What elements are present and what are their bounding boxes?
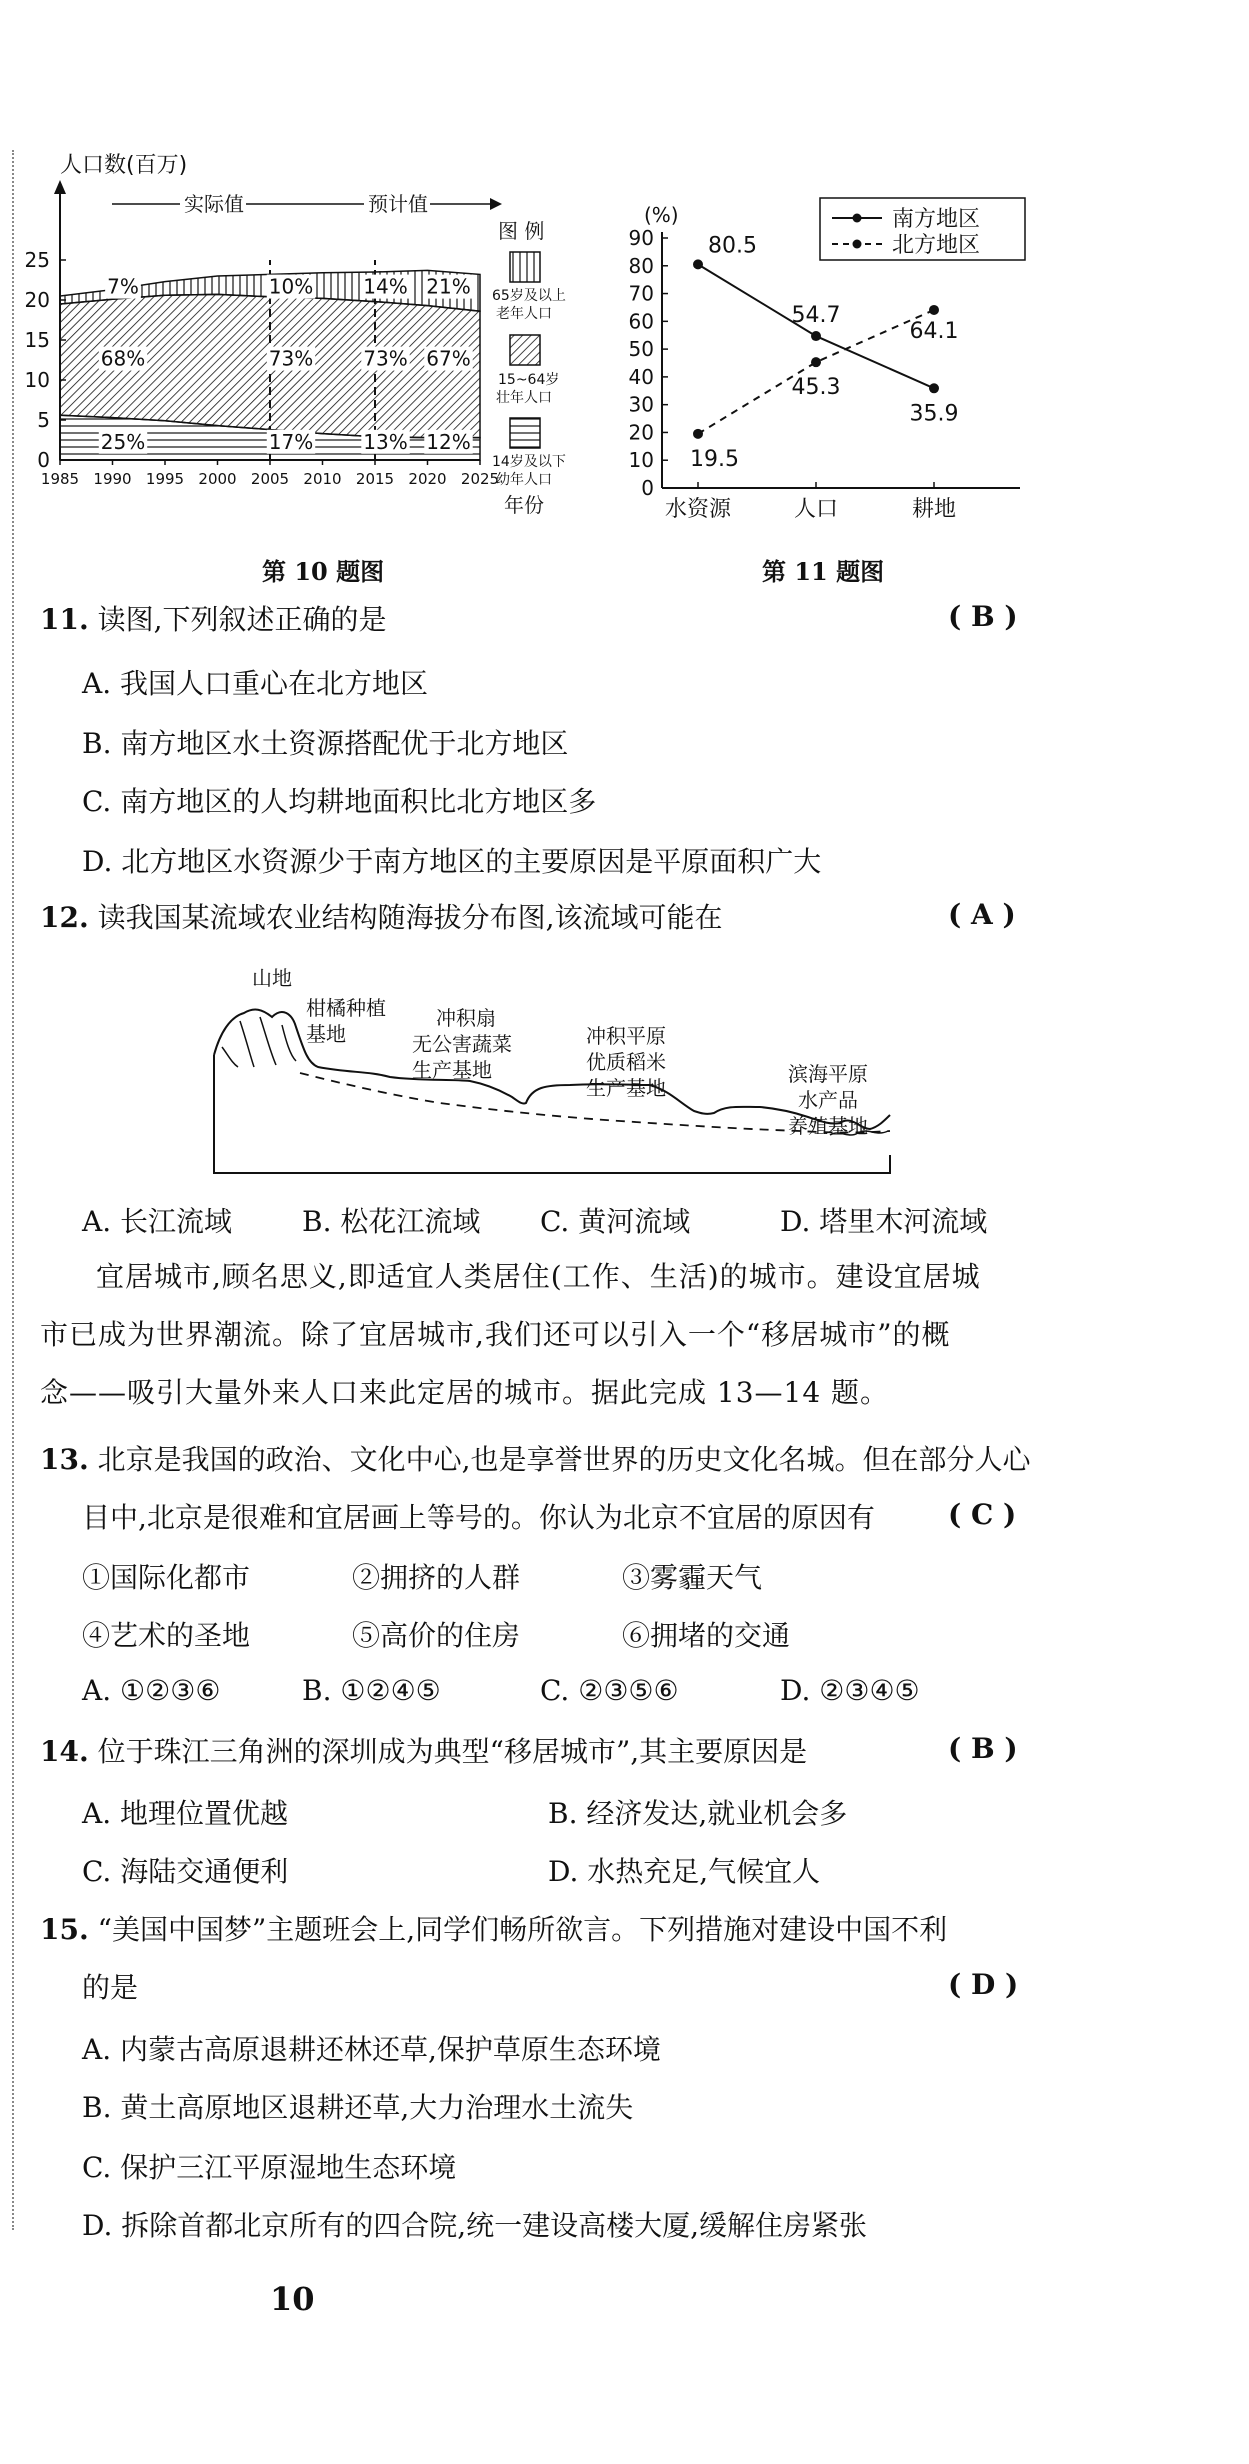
fig11-xtick-2: 耕地 [911, 497, 957, 522]
pct-old-3: 21% [426, 274, 471, 299]
watershed-profile-svg [200, 955, 920, 1185]
figure-11-caption: 第 11 题图 [762, 557, 885, 586]
q15-stem [40, 1910, 947, 1950]
q15-option-d: D. 拆除首都北京所有的四合院,统一建设高楼大厦,缓解住房紧张 [82, 2209, 868, 2242]
north-south-resource-chart [620, 190, 1030, 530]
fig10-legend [492, 219, 566, 517]
q13-item-5: ⑤高价的住房 [352, 1619, 521, 1652]
q13-answer: ( C ) [948, 1498, 1017, 1531]
q14-option-c: C. 海陆交通便利 [82, 1855, 289, 1888]
legend-swatch-old [510, 252, 540, 282]
q14-stem-text: 位于珠江三角洲的深圳成为典型“移居城市”,其主要原因是 [97, 1735, 808, 1768]
q13-item-6: ⑥拥堵的交通 [622, 1619, 791, 1652]
label-fan-1: 冲积扇 [436, 1006, 496, 1030]
legend-young-line1: 14岁及以下 [492, 454, 566, 470]
pct-young-1: 17% [268, 429, 314, 454]
series-0-label-2: 35.9 [909, 401, 959, 427]
label-coast-3: 养殖基地 [788, 1114, 868, 1138]
fig10-ytick-0: 0 [37, 448, 50, 472]
q11-number: 11. [40, 603, 89, 636]
passage-line-1: 宜居城市,顾名思义,即适宜人类居住(工作、生活)的城市。建设宜居城 [96, 1260, 981, 1293]
series-1-label-2: 64.1 [909, 318, 959, 344]
fig11-ytick-0: 0 [641, 476, 654, 500]
q12-option-d: D. 塔里木河流域 [780, 1205, 988, 1238]
q12-stem-text: 读我国某流域农业结构随海拔分布图,该流域可能在 [97, 901, 723, 934]
fig10-xtick-1990: 1990 [93, 470, 132, 488]
legend-old-line2: 老年人口 [496, 306, 552, 322]
label-citrus-1: 柑橘种植 [306, 996, 386, 1020]
q13-item-4: ④艺术的圣地 [82, 1619, 251, 1652]
fig11-xtick-1: 人口 [793, 497, 839, 522]
legend-young-line2: 幼年人口 [496, 472, 552, 488]
fig10-xtick-2000: 2000 [198, 470, 237, 488]
figure-10-caption: 第 10 题图 [262, 557, 385, 586]
fig10-ylabel: 人口数(百万) [60, 153, 188, 178]
passage-line-3: 念——吸引大量外来人口来此定居的城市。据此完成 13—14 题。 [40, 1376, 890, 1409]
q11-answer: ( B ) [948, 600, 1018, 633]
pct-young-2: 13% [363, 429, 408, 454]
q14-stem [40, 1732, 807, 1772]
legend-old-line1: 65岁及以上 [492, 288, 566, 304]
fig10-ytick-10: 10 [24, 368, 50, 392]
q15-option-c: C. 保护三江平原湿地生态环境 [82, 2151, 457, 2184]
series-1-point-1 [811, 357, 821, 367]
q14-number: 14. [40, 1735, 89, 1768]
fig10-ytick-25: 25 [24, 248, 50, 272]
q15-stem-line1: “美国中国梦”主题班会上,同学们畅所欲言。下列措施对建设中国不利 [97, 1913, 948, 1946]
fig11-legend [820, 198, 1025, 260]
actual-forecast-bracket [112, 192, 502, 216]
pct-mid-2: 73% [363, 346, 408, 371]
fig11-ytick-40: 40 [628, 364, 654, 389]
pct-old-0: 7% [107, 274, 139, 299]
q13-option-a: A. ①②③⑥ [82, 1674, 221, 1707]
legend-title: 图 例 [498, 219, 545, 243]
q13-item-2: ②拥挤的人群 [352, 1561, 521, 1594]
fig11-ytick-10: 10 [628, 448, 654, 473]
fig10-xtick-2010: 2010 [303, 470, 342, 488]
series-0-point-2 [929, 383, 939, 393]
pct-old-1: 10% [268, 274, 314, 299]
q13-stem-line2: 目中,北京是很难和宜居画上等号的。你认为北京不宜居的原因有 [82, 1501, 875, 1534]
fig11-xtick-0: 水资源 [664, 497, 732, 522]
series-1-point-2 [929, 305, 939, 315]
figure-11 [620, 190, 1030, 534]
q11-stem-text: 读图,下列叙述正确的是 [97, 603, 387, 636]
pct-mid-3: 67% [426, 346, 471, 371]
q12-stem [40, 898, 723, 938]
series-0-point-1 [811, 331, 821, 341]
q15-answer: ( D ) [948, 1968, 1019, 2001]
series-1-label-1: 45.3 [791, 375, 841, 401]
label-plain-1: 冲积平原 [586, 1024, 666, 1048]
q13-option-d: D. ②③④⑤ [780, 1674, 920, 1707]
q12-option-b: B. 松花江流域 [302, 1205, 481, 1238]
q13-stem-line1: 北京是我国的政治、文化中心,也是享誉世界的历史文化名城。但在部分人心 [97, 1443, 1031, 1476]
q11-option-d: D. 北方地区水资源少于南方地区的主要原因是平原面积广大 [82, 845, 822, 878]
legend-mid-line2: 壮年人口 [496, 390, 552, 406]
fig10-ytick-15: 15 [24, 328, 50, 352]
q13-stem-cont [82, 1498, 875, 1538]
reading-passage [40, 1248, 1000, 1422]
watershed-profile-diagram [200, 955, 920, 1189]
q15-stem-line2: 的是 [82, 1971, 139, 2004]
legend-north: 北方地区 [892, 233, 981, 258]
fig10-ytick-20: 20 [24, 288, 50, 312]
label-fan-2: 无公害蔬菜 [412, 1032, 512, 1056]
figure-10 [20, 150, 566, 554]
q14-option-b: B. 经济发达,就业机会多 [548, 1797, 848, 1830]
population-age-chart [20, 150, 566, 550]
q12-number: 12. [40, 901, 89, 934]
pct-young-0: 25% [100, 429, 146, 454]
fig11-ytick-80: 80 [628, 253, 654, 278]
pct-young-3: 12% [426, 429, 471, 454]
fig10-xlabel: 年份 [504, 493, 544, 517]
actual-value-label: 实际值 [184, 192, 244, 216]
fig11-ytick-90: 90 [628, 226, 654, 250]
passage-line-2: 市已成为世界潮流。除了宜居城市,我们还可以引入一个“移居城市”的概 [40, 1318, 951, 1351]
q13-item-1: ①国际化都市 [82, 1561, 251, 1594]
fig10-xtick-2020: 2020 [408, 470, 447, 488]
legend-mid-line1: 15~64岁 [498, 372, 560, 388]
q14-answer: ( B ) [948, 1732, 1018, 1765]
series-1-label-0: 19.5 [690, 446, 739, 472]
q12-option-a: A. 长江流域 [82, 1205, 233, 1238]
pct-mid-1: 73% [268, 346, 314, 371]
q15-stem-cont [82, 1968, 138, 2008]
q13-stem [40, 1440, 1031, 1480]
label-plain-2: 优质稻米 [586, 1050, 666, 1074]
label-plain-3: 生产基地 [586, 1076, 666, 1100]
fig10-xtick-2015: 2015 [355, 470, 395, 488]
q13-option-b: B. ①②④⑤ [302, 1674, 441, 1707]
series-0-label-0: 80.5 [708, 233, 757, 259]
fig11-ytick-50: 50 [628, 337, 654, 362]
fig10-y-arrow [54, 180, 66, 194]
binding-dotted-line [12, 150, 14, 2230]
q11-option-a: A. 我国人口重心在北方地区 [82, 667, 429, 700]
fig10-xtick-1985: 1985 [40, 470, 80, 488]
label-citrus-2: 基地 [306, 1022, 346, 1046]
q11-stem [40, 600, 387, 640]
fig10-xtick-2005: 2005 [250, 470, 290, 488]
q14-option-d: D. 水热充足,气候宜人 [548, 1855, 821, 1888]
q14-option-a: A. 地理位置优越 [82, 1797, 289, 1830]
fig10-ytick-5: 5 [37, 408, 50, 432]
q12-answer: ( A ) [948, 898, 1016, 931]
q15-option-a: A. 内蒙古高原退耕还林还草,保护草原生态环境 [82, 2033, 661, 2066]
q13-option-c: C. ②③⑤⑥ [540, 1674, 679, 1707]
label-fan-3: 生产基地 [412, 1058, 492, 1082]
pct-mid-0: 68% [100, 346, 146, 371]
q11-option-c: C. 南方地区的人均耕地面积比北方地区多 [82, 785, 597, 818]
q13-item-3: ③雾霾天气 [622, 1561, 763, 1594]
legend-south: 南方地区 [892, 207, 981, 232]
page-number: 10 [270, 2280, 315, 2318]
fig10-xtick-1995: 1995 [145, 470, 185, 488]
legend-swatch-mid [510, 335, 540, 365]
forecast-value-label: 预计值 [368, 192, 428, 216]
fig11-ylabel: (%) [644, 203, 679, 227]
label-coast-1: 滨海平原 [788, 1062, 868, 1086]
fig10-xtick-2025: 2025 [460, 470, 500, 488]
pct-old-2: 14% [363, 274, 408, 299]
legend-swatch-young [510, 418, 540, 448]
fig11-ytick-20: 20 [628, 420, 654, 445]
label-coast-2: 水产品 [798, 1088, 858, 1112]
q12-option-c: C. 黄河流域 [540, 1205, 691, 1238]
fig11-ytick-30: 30 [628, 392, 654, 417]
q13-number: 13. [40, 1443, 89, 1476]
series-1-point-0 [693, 429, 703, 439]
fig11-ytick-60: 60 [628, 309, 654, 334]
label-mountain: 山地 [252, 966, 292, 990]
q15-number: 15. [40, 1913, 89, 1946]
series-0-point-0 [693, 259, 703, 269]
q15-option-b: B. 黄土高原地区退耕还草,大力治理水土流失 [82, 2091, 634, 2124]
q11-option-b: B. 南方地区水土资源搭配优于北方地区 [82, 727, 569, 760]
series-0-label-1: 54.7 [791, 303, 841, 329]
fig11-ytick-70: 70 [628, 281, 654, 306]
